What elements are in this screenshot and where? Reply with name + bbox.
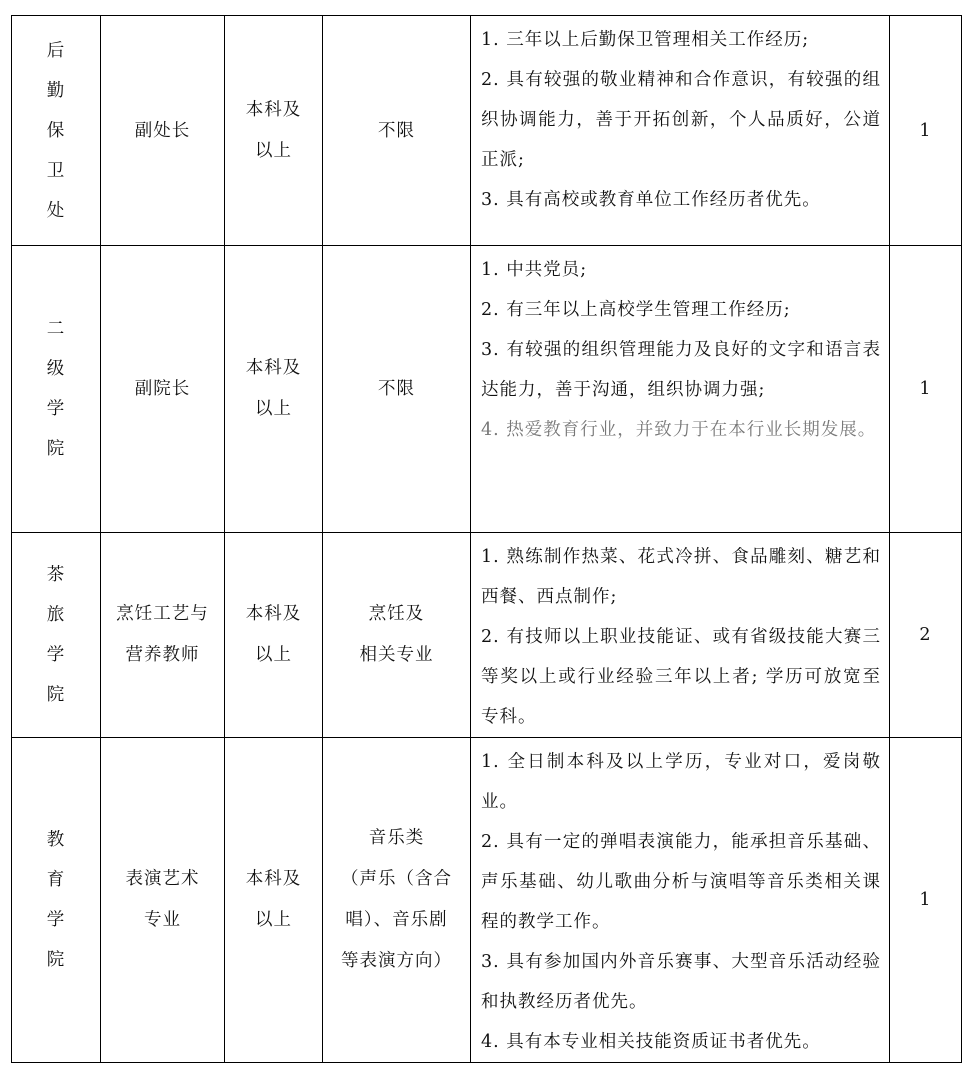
department-char: 保 xyxy=(46,120,66,141)
education-line: 本科及 xyxy=(245,358,302,378)
table-row xyxy=(12,16,962,246)
education-line: 本科及 xyxy=(245,99,302,120)
education-line: 以上 xyxy=(255,140,292,161)
requirement-item: 3. 有较强的组织管理能力及良好的文字和语言表达能力，善于沟通，组织协调力强; xyxy=(481,340,881,400)
department-char: 院 xyxy=(46,439,66,459)
position-cell: 副院长 xyxy=(101,246,225,533)
major-cell: 不限 xyxy=(323,16,471,246)
requirement-item: 2. 有技师以上职业技能证、或有省级技能大赛三等奖以上或行业经验三年以上者; 学历可放宽至专科。 xyxy=(481,627,881,727)
department-char: 院 xyxy=(46,950,66,970)
position-line: 营养教师 xyxy=(125,645,200,665)
department-char: 育 xyxy=(46,870,66,890)
headcount-cell: 1 xyxy=(890,16,962,246)
department-char: 卫 xyxy=(46,160,66,181)
education-cell xyxy=(225,246,323,533)
major-cell: 不限 xyxy=(323,246,471,533)
table-row xyxy=(12,246,962,533)
department-char: 院 xyxy=(46,685,66,705)
department-char: 茶 xyxy=(46,565,66,585)
table-row xyxy=(12,738,962,1063)
education-cell xyxy=(225,16,323,246)
requirement-item: 3. 具有参加国内外音乐赛事、大型音乐活动经验和执教经历者优先。 xyxy=(481,952,881,1012)
department-char: 学 xyxy=(46,399,66,419)
table-row xyxy=(12,533,962,738)
major-line: 音乐类 xyxy=(368,828,425,848)
major-line: 唱）、音乐剧 xyxy=(345,910,448,930)
requirement-item: 2. 具有一定的弹唱表演能力，能承担音乐基础、声乐基础、幼儿歌曲分析与演唱等音乐类相关课程的教学工作。 xyxy=(481,832,881,932)
education-line: 以上 xyxy=(255,399,292,419)
requirement-item: 4. 具有本专业相关技能资质证书者优先。 xyxy=(481,1032,821,1052)
position-cell xyxy=(101,738,225,1063)
department-cell xyxy=(12,16,101,246)
requirement-item: 3. 具有高校或教育单位工作经历者优先。 xyxy=(481,190,821,210)
education-cell xyxy=(225,533,323,738)
department-char: 教 xyxy=(46,830,66,850)
department-char: 处 xyxy=(46,200,66,221)
position-line: 专业 xyxy=(144,910,181,930)
department-char: 学 xyxy=(46,645,66,665)
major-line: 烹饪及 xyxy=(368,604,425,624)
position-line: 表演艺术 xyxy=(125,869,200,889)
recruitment-table xyxy=(11,15,962,1063)
requirements-cell xyxy=(471,246,890,533)
position-cell xyxy=(101,533,225,738)
requirement-item: 4. 热爱教育行业，并致力于在本行业长期发展。 xyxy=(481,420,877,440)
education-line: 以上 xyxy=(255,645,292,665)
requirement-item: 1. 中共党员; xyxy=(481,260,588,280)
major-cell xyxy=(323,738,471,1063)
department-char: 二 xyxy=(46,319,66,339)
department-char: 旅 xyxy=(46,605,66,625)
education-line: 本科及 xyxy=(245,604,302,624)
department-char: 学 xyxy=(46,910,66,930)
education-line: 本科及 xyxy=(245,869,302,889)
department-char: 后 xyxy=(46,40,66,61)
requirement-item: 2. 具有较强的敬业精神和合作意识，有较强的组织协调能力，善于开拓创新，个人品质好，公道正派; xyxy=(481,70,881,170)
department-cell xyxy=(12,738,101,1063)
headcount-cell: 1 xyxy=(890,738,962,1063)
major-line: （声乐（含合 xyxy=(341,869,452,889)
requirement-item: 1. 熟练制作热菜、花式冷拼、食品雕刻、糖艺和西餐、西点制作; xyxy=(481,547,881,607)
department-cell xyxy=(12,533,101,738)
headcount-cell: 2 xyxy=(890,533,962,738)
requirement-item: 1. 三年以上后勤保卫管理相关工作经历; xyxy=(481,30,810,50)
education-cell xyxy=(225,738,323,1063)
requirement-item: 1. 全日制本科及以上学历，专业对口，爱岗敬业。 xyxy=(481,752,881,812)
major-cell xyxy=(323,533,471,738)
major-line: 相关专业 xyxy=(359,645,434,665)
headcount-cell: 1 xyxy=(890,246,962,533)
department-char: 勤 xyxy=(46,80,66,101)
department-cell xyxy=(12,246,101,533)
education-line: 以上 xyxy=(255,910,292,930)
department-char: 级 xyxy=(46,359,66,379)
requirements-cell xyxy=(471,16,890,246)
requirements-cell xyxy=(471,533,890,738)
requirement-item: 2. 有三年以上高校学生管理工作经历; xyxy=(481,300,791,320)
requirements-cell xyxy=(471,738,890,1063)
major-line: 等表演方向） xyxy=(341,951,452,971)
position-line: 烹饪工艺与 xyxy=(116,604,209,624)
position-cell: 副处长 xyxy=(101,16,225,246)
